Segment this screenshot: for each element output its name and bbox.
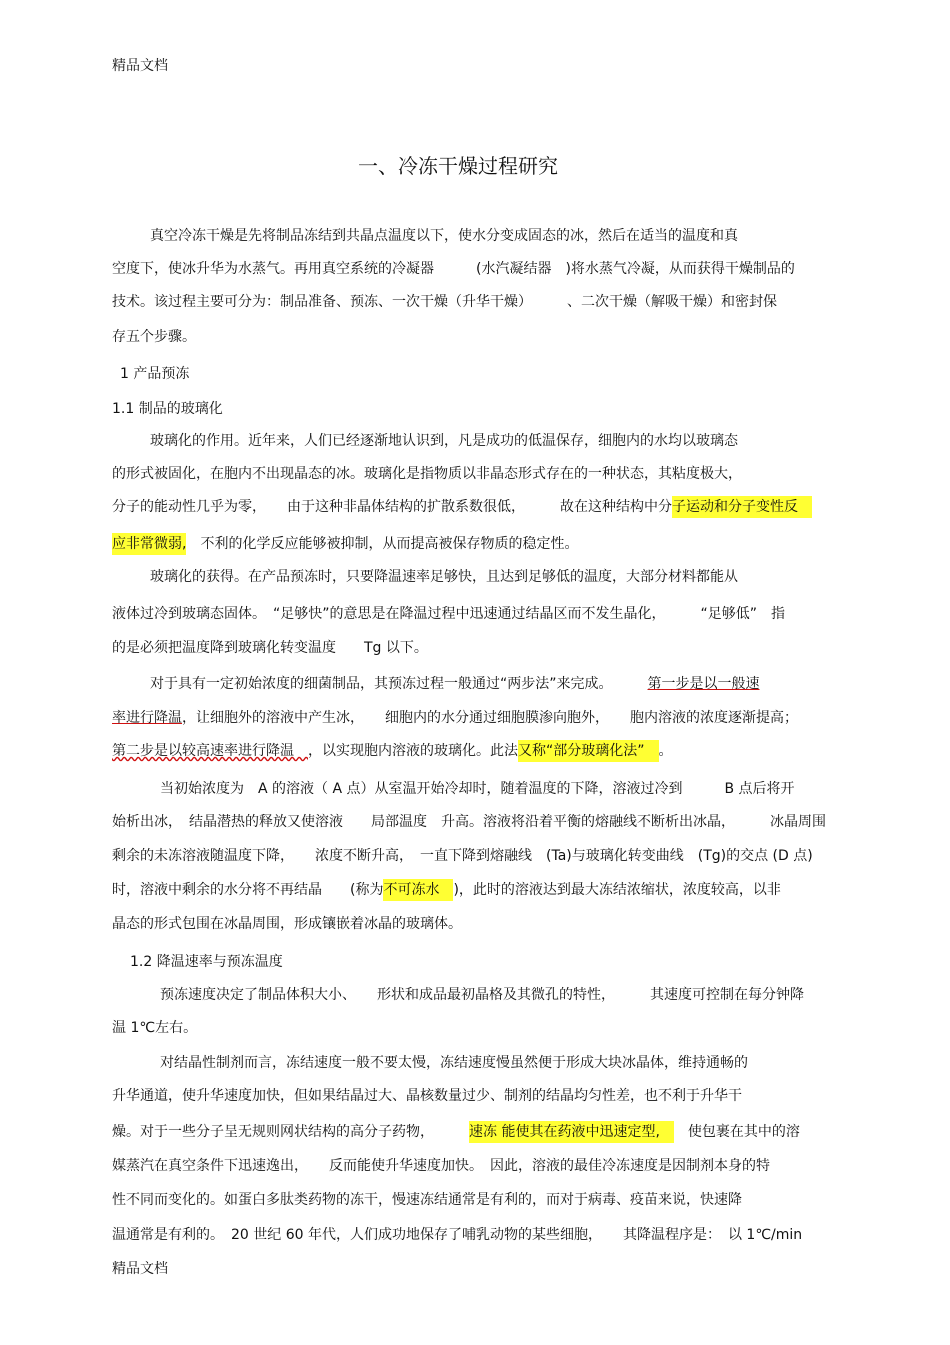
text-line: 对结晶性制剂而言，冻结速度一般不要太慢，冻结速度慢虽然便于形成大块冰晶体，维持通畅的 — [160, 1055, 748, 1071]
text-line-highlight-2 — [112, 534, 578, 554]
text-line: 媒蒸汽在真空条件下迅速逸出， 反而能使升华速度加快。 因此，溶液的最佳冷冻速度是因制剂本身的特 — [112, 1158, 770, 1174]
text-span: 分子的能动性几乎为零， 由于这种非晶体结构的扩散系数很低， 故在这种结构中分 — [112, 499, 672, 515]
highlighted-text: 子运动和分子变性反 — [672, 496, 798, 518]
text-line: 剩余的未冻溶液随温度下降， 浓度不断升高， 一直下降到熔融线 (Ta)与玻璃化转变曲线 (Tg)的交点 (D 点) — [112, 848, 813, 864]
text-line: 1 产品预冻 — [120, 366, 190, 382]
text-line-underline-1 — [150, 674, 760, 694]
text-span: 。 — [658, 743, 673, 759]
highlighted-text: 不可冻水 — [383, 879, 453, 901]
underlined-text: 第一步是以一般速 — [647, 676, 760, 692]
text-line-underline-2 — [112, 708, 798, 728]
highlighted-text: 应非常微弱, — [112, 533, 186, 555]
text-line: 性不同而变化的。如蛋白多肽类药物的冻干，慢速冻结通常是有利的，而对于病毒、疫苗来说，快速降 — [112, 1192, 742, 1208]
highlighted-text: 又称“部分玻璃化法” — [518, 740, 659, 762]
text-span: 对于具有一定初始浓度的细菌制品，其预冻过程一般通过“两步法”来完成。 — [150, 676, 648, 692]
text-line: 存五个步骤。 — [112, 329, 196, 345]
page-header: 精品文档 — [112, 58, 168, 74]
text-span: 使包裹在其中的溶 — [673, 1124, 800, 1140]
highlight-pad — [798, 496, 812, 518]
text-line: 晶态的形式包围在冰晶周围，形成镶嵌着冰晶的玻璃体。 — [112, 916, 462, 932]
text-line-underline-3 — [112, 741, 673, 761]
text-line: 液体过冷到玻璃态固体。 “足够快”的意思是在降温过程中迅速通过结晶区而不发生晶化， “足够低” 指 — [112, 606, 786, 622]
text-span: )，此时的溶液达到最大冻结浓缩状，浓度较高，以非 — [453, 882, 781, 898]
text-line-highlight-1 — [112, 497, 812, 517]
text-line: 当初始浓度为 A 的溶液（ A 点）从室温开始冷却时，随着温度的下降，溶液过冷到 B 点后将开 — [160, 781, 795, 797]
text-span: 时，溶液中剩余的水分将不再结晶 (称为 — [112, 882, 384, 898]
text-line: 玻璃化的作用。近年来，人们已经逐渐地认识到，凡是成功的低温保存，细胞内的水均以玻璃态 — [150, 433, 738, 449]
text-span: 燥。对于一些分子呈无规则网状结构的高分子药物， — [112, 1124, 469, 1140]
text-line: 玻璃化的获得。在产品预冻时，只要降温速率足够快，且达到足够低的温度，大部分材料都能从 — [150, 569, 738, 585]
text-span: ，以实现胞内溶液的玻璃化。此法 — [308, 743, 518, 759]
text-line: 始析出冰， 结晶潜热的释放又使溶液 局部温度 升高。溶液将沿着平衡的熔融线不断析出冰晶， 冰晶周围 — [112, 814, 826, 830]
text-line: 技术。该过程主要可分为：制品准备、预冻、一次干燥（升华干燥） 、二次干燥（解吸干燥）和密封保 — [112, 294, 777, 310]
text-span: 不利的化学反应能够被抑制，从而提高被保存物质的稳定性。 — [186, 536, 579, 552]
page-footer: 精品文档 — [112, 1261, 168, 1277]
text-line: 温 1℃左右。 — [112, 1020, 198, 1036]
text-line: 真空冷冻干燥是先将制品冻结到共晶点温度以下，使水分变成固态的冰，然后在适当的温度和真 — [150, 228, 738, 244]
text-line: 的是必须把温度降到玻璃化转变温度 Tg 以下。 — [112, 640, 428, 656]
text-line: 温通常是有利的。 20 世纪 60 年代，人们成功地保存了哺乳动物的某些细胞， 其降温程序是： 以 1℃/min — [112, 1227, 803, 1243]
text-line: 预冻速度决定了制品体积大小、 形状和成品最初晶格及其微孔的特性， 其速度可控制在每分钟降 — [160, 987, 804, 1003]
page-title: 一、冷冻干燥过程研究 — [358, 154, 558, 178]
underlined-text: 率进行降温 — [112, 710, 182, 726]
text-line: 1.1 制品的玻璃化 — [112, 401, 223, 417]
text-line: 的形式被固化，在胞内不出现晶态的冰。玻璃化是指物质以非晶态形式存在的一种状态，其粘度极大， — [112, 466, 742, 482]
text-line: 1.2 降温速率与预冻温度 — [130, 954, 283, 970]
text-line-highlight-4 — [112, 1122, 800, 1142]
text-line: 升华通道，使升华速度加快，但如果结晶过大、晶核数量过少、制剂的结晶均匀性差，也不利于升华干 — [112, 1088, 742, 1104]
wavy-underlined-text: 第二步是以较高速率进行降温 — [112, 743, 308, 759]
highlighted-text: 速冻 能使其在药液中迅速定型, — [469, 1121, 674, 1143]
text-span: ，让细胞外的溶液中产生冰， 细胞内的水分通过细胞膜渗向胞外， 胞内溶液的浓度逐渐提高； — [182, 710, 798, 726]
text-line: 空度下，使冰升华为水蒸气。再用真空系统的冷凝器 (水汽凝结器 )将水蒸气冷凝，从而获得干燥制品的 — [112, 261, 795, 277]
text-line-highlight-3 — [112, 880, 781, 900]
